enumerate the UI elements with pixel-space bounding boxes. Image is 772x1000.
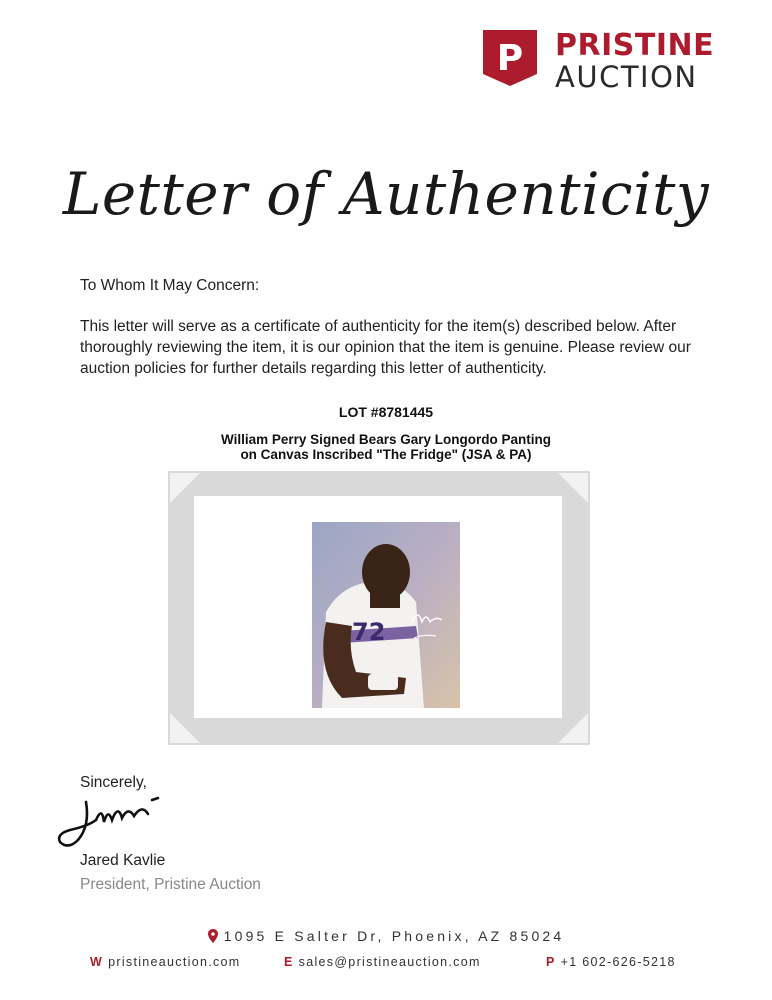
phone-key: P [546, 955, 556, 969]
signer-title: President, Pristine Auction [80, 876, 261, 893]
signer-name: Jared Kavlie [80, 852, 166, 869]
email-link[interactable]: sales@pristineauction.com [298, 955, 481, 969]
item-description-line2: on Canvas Inscribed "The Fridge" (JSA & PA) [240, 447, 532, 462]
address-text: 1095 E Salter Dr, Phoenix, AZ 85024 [223, 928, 565, 944]
lot-number: LOT #8781445 [338, 404, 434, 420]
frame-corner-icon [170, 713, 200, 743]
website-key: W [90, 955, 104, 969]
salutation: To Whom It May Concern: [80, 277, 260, 294]
item-description-line1: William Perry Signed Bears Gary Longordo Panting [221, 432, 551, 447]
footer-phone [546, 955, 676, 969]
letter-title: Letter of Authenticity [62, 160, 710, 228]
logo-badge-icon [483, 30, 537, 86]
frame-corner-icon [558, 713, 588, 743]
letter-body: This letter will serve as a certificate of authenticity for the item(s) described below. After thoroughly reviewing the item, it is our opinion that the item is genuine. Please review our auction policies for further details regarding this letter of authenticity. [80, 318, 691, 377]
painting-image [312, 522, 460, 708]
company-address [0, 928, 772, 944]
pristine-auction-logo [483, 30, 723, 92]
map-pin-icon [208, 929, 218, 943]
phone-link[interactable]: +1 602-626-5218 [560, 955, 676, 969]
footer-website [90, 955, 241, 969]
email-key: E [284, 955, 294, 969]
footer-email [284, 955, 481, 969]
closing: Sincerely, [80, 774, 147, 791]
logo-badge-letter: P [496, 38, 524, 79]
signature-image [56, 796, 186, 854]
jersey-number: 72 [352, 618, 386, 646]
frame-corner-icon [170, 473, 200, 503]
website-link[interactable]: pristineauction.com [108, 955, 241, 969]
item-photo [312, 522, 460, 708]
logo-name-line2: AUCTION [555, 60, 698, 94]
logo-name-line1: PRISTINE [555, 28, 715, 63]
frame-corner-icon [558, 473, 588, 503]
item-description [0, 432, 772, 462]
